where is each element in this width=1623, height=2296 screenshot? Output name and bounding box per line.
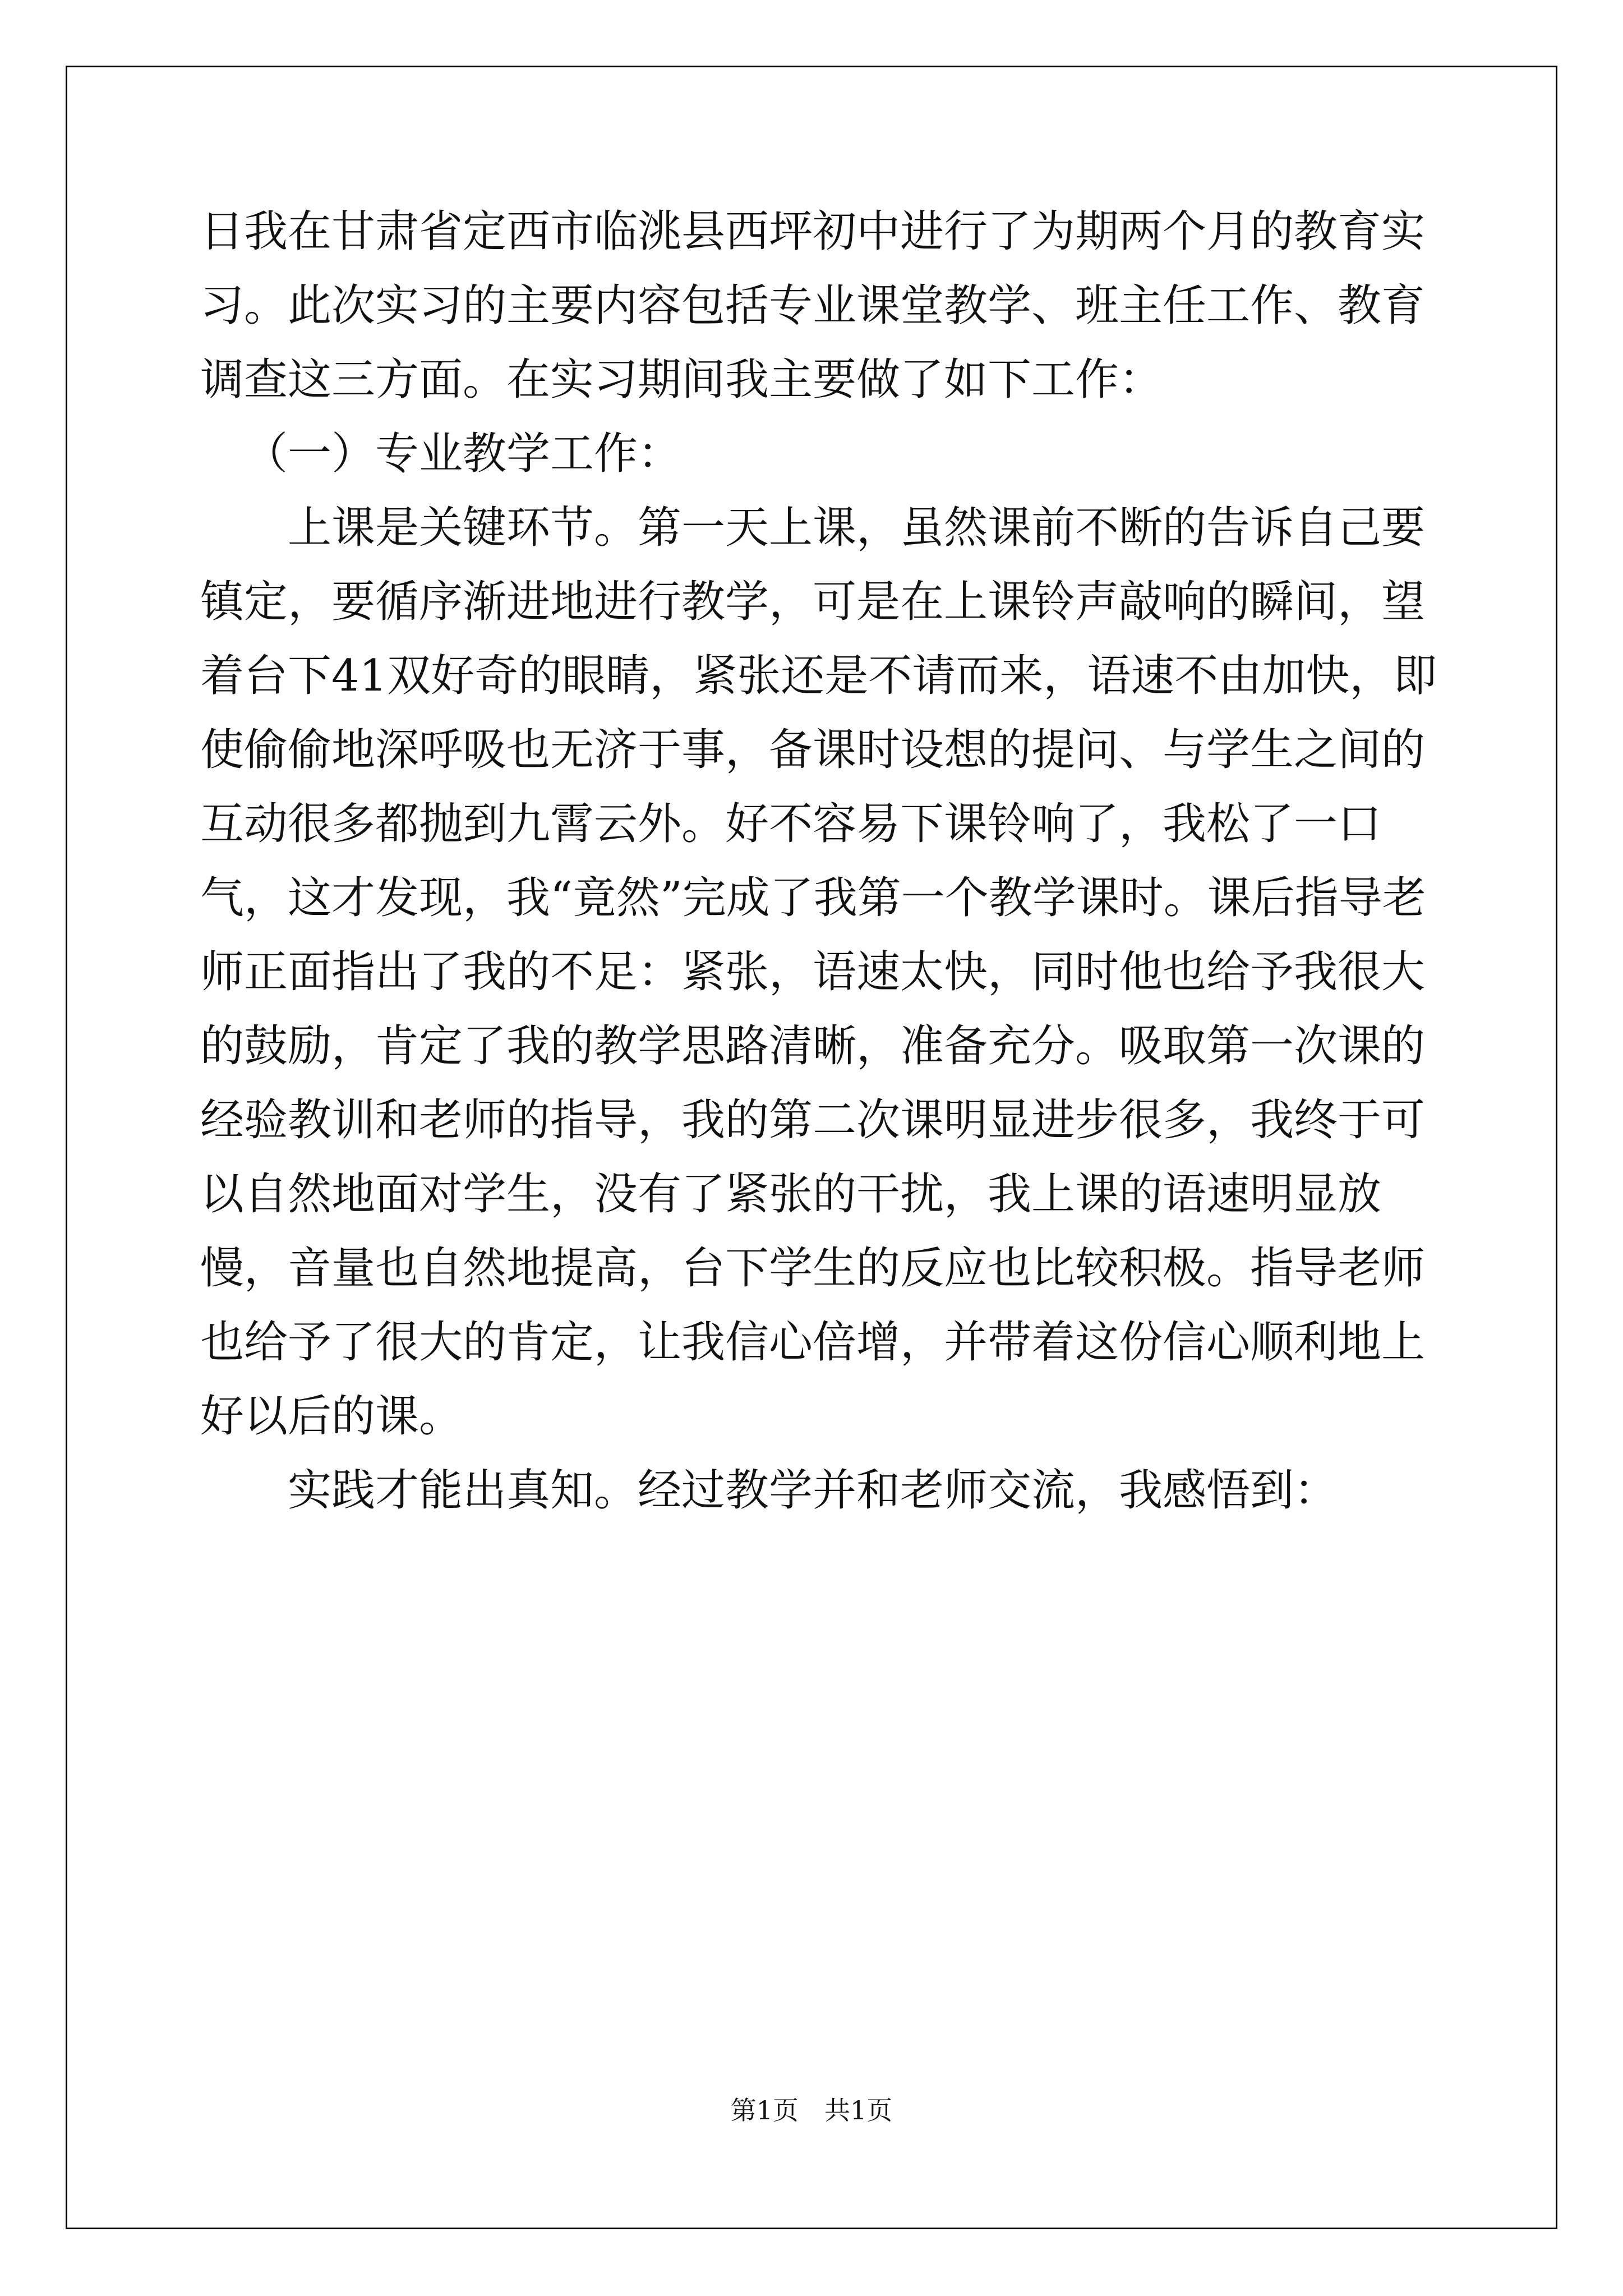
document-body (200, 195, 1445, 1527)
page-number: 第1页 (730, 2095, 799, 2125)
paragraph-first-class: 上课是关键环节。第一天上课，虽然课前不断的告诉自己要镇定，要循序渐进地进行教学，可是在上课铃声敲响的瞬间，望着台下41双好奇的眼睛，紧张还是不请而来，语速不由加快，即使偷偷地深呼吸也无济于事，备课时设想的提问、与学生之间的互动很多都抛到九霄云外。好不容易下课铃响了，我松了一口气，这才发现，我“竟然”完成了我第一个教学课时。课后指导老师正面指出了我的不足：紧张，语速太快，同时他也给予我很大的鼓励，肯定了我的教学思路清晰，准备充分。吸取第一次课的经验教训和老师的指导，我的第二次课明显进步很多，我终于可以自然地面对学生，没有了紧张的干扰，我上课的语速明显放慢，音量也自然地提高，台下学生的反应也比较积极。指导老师也给予了很大的肯定，让我信心倍增，并带着这份信心顺利地上好以后的课。 (200, 503, 1437, 1442)
paragraph-intro: 日我在甘肃省定西市临洮县西坪初中进行了为期两个月的教育实习。此次实习的主要内容包括专业课堂教学、班主任工作、教育调查这三方面。在实习期间我主要做了如下工作： (200, 206, 1426, 405)
paragraph-practice: 实践才能出真知。经过教学并和老师交流，我感悟到： (288, 1465, 1338, 1516)
section-heading-teaching: （一）专业教学工作： (244, 429, 682, 479)
page-total: 共1页 (824, 2095, 893, 2125)
page-footer (0, 2090, 1623, 2127)
